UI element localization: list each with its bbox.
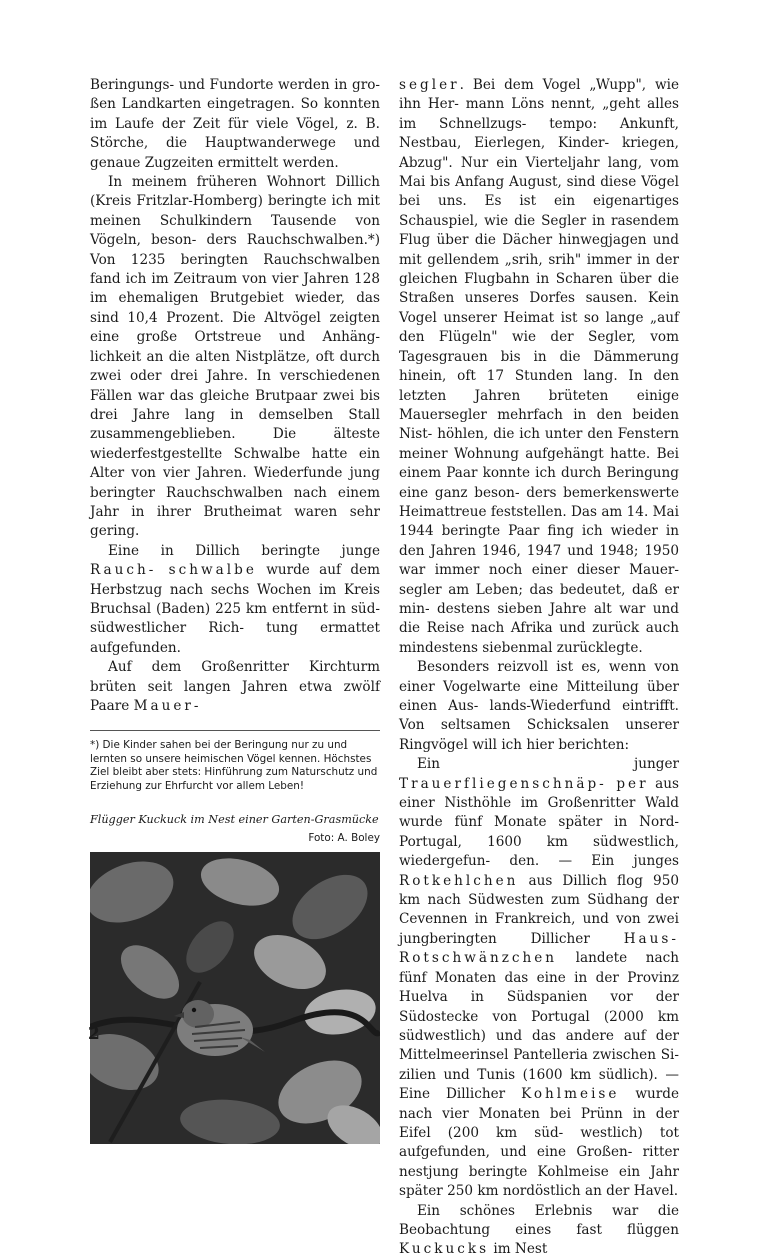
text-run: Eine in Dillich beringte junge bbox=[108, 542, 380, 559]
paragraph bbox=[399, 1202, 679, 1260]
spaced-species-name: Kohlmeise bbox=[521, 1086, 620, 1103]
cuckoo-photo bbox=[90, 852, 380, 1144]
text-run: wurde auf dem Herbstzug nach sechs Wochen im Kreis Bruchsal (Baden) 225 km entfernt in süd-südwestlicher Rich- tung ermattet aufgefunden. bbox=[90, 562, 380, 656]
paragraph bbox=[90, 542, 380, 658]
photo-credit: Foto: A. Boley bbox=[308, 832, 380, 845]
text-run: aus Dillich flog 950 km nach Südwesten zum Südhang der Cevennen in Frankreich, und von zwei jungberingten Dillicher bbox=[399, 872, 679, 947]
text-run: landete nach fünf Monaten das eine in der Provinz Huelva in Südspanien vor der Südostecke von Portugal (2000 km südwestlich) und das andere auf der Mittelmeerinsel Pantelleria zwischen Si- zilien und Tunis (1600 km südlich). — Eine Dillicher bbox=[399, 950, 679, 1103]
spaced-species-name: Mauer- bbox=[133, 698, 202, 714]
footnote: *) Die Kinder sahen bei der Beringung nur zu und lernten so unsere heimischen Vögel kennen. Höchstes Ziel bleibt aber stets: Hinführung zum Naturschutz und Erziehung zur Ehrfurcht vor allem Leben! bbox=[90, 730, 380, 793]
spaced-species-name: Kuckucks bbox=[399, 1241, 490, 1258]
text-run: Auf dem Großenritter Kirchturm brüten seit langen Jahren etwa zwölf Paare bbox=[90, 659, 380, 714]
paragraph: Besonders reizvoll ist es, wenn von einer Vogelwarte eine Mitteilung über einen Aus- lands-Wiederfund eintrifft. Von seltsamen Schicksalen unserer Ringvögel will ich hier berichten: bbox=[399, 659, 679, 753]
text-run: aus einer Nisthöhle im Großenritter Wald wurde fünf Monate später in Nord- Portugal, 1600 km südwestlich, wiedergefun- den. — Ein junges bbox=[399, 775, 679, 870]
page-number: 2 bbox=[88, 1024, 100, 1044]
spaced-species-name: Trauerfliegenschnäp- per bbox=[399, 775, 649, 792]
paragraph bbox=[399, 76, 679, 658]
spaced-species-name: Rauch- schwalbe bbox=[90, 562, 257, 579]
paragraph bbox=[90, 658, 380, 716]
right-column bbox=[399, 76, 679, 1260]
spaced-species-name: Rotkehlchen bbox=[399, 872, 519, 889]
text-run: Ein schönes Erlebnis war die Beobachtung eines fast flüggen bbox=[399, 1202, 679, 1238]
left-column bbox=[90, 76, 380, 1144]
text-run: wurde nach vier Monaten bei Prünn in der Eifel (200 km süd- westlich) tot aufgefunden, und eine Großen- ritter nestjung beringte Kohlmeise ein Jahr später 250 km nordöstlich an der Havel. bbox=[399, 1086, 679, 1200]
text-run: im Nest bbox=[489, 1241, 548, 1258]
text-run: Ein junger bbox=[417, 756, 679, 773]
paragraph bbox=[399, 755, 679, 1201]
paragraph: In meinem früheren Wohnort Dillich (Kreis Fritzlar-Homberg) beringte ich mit meinen Schulkindern Tausende von Vögeln, beson- ders Rauchschwalben.*) Von 1235 beringten Rauchschwalben fand ich im Zeitraum von vier Jahren 128 im ehemaligen Brutgebiet wieder, das sind 10,4 Prozent. Die Altvögel zeigten eine große Ortstreue und Anhäng- lichkeit an die alten Nistplätze, oft durch zwei oder drei Jahre. In verschiedenen Fällen war das gleiche Brutpaar zwei bis drei Jahre lang in demselben Stall zusammengeblieben. Die älteste wiederfestgestellte Schwalbe hatte ein Alter von vier Jahren. Wiederfunde jung beringter Rauchschwalben nach einem Jahr in ihrer Brutheimat waren sehr gering. bbox=[90, 174, 380, 540]
paragraph: Beringungs- und Fundorte werden in gro- ßen Landkarten eingetragen. So konnten im Laufe der Zeit für viele Vögel, z. B. Störche, die Hauptwanderwege und genaue Zugzeiten ermittelt werden. bbox=[90, 77, 380, 171]
spaced-species-name: segler bbox=[399, 77, 460, 93]
spaced-species-name: Haus- Rotschwänzchen bbox=[399, 930, 679, 967]
photo-caption: Flügger Kuckuck im Nest einer Garten-Grasmücke bbox=[90, 813, 379, 827]
text-run: . Bei dem Vogel „Wupp", wie ihn Her- mann Löns nennt, „geht alles im Schnellzugs- tempo: Ankunft, Nestbau, Eierlegen, Kinder- kriegen, Abzug". Nur ein Vierteljahr lang, vom Mai bis Anfang August, sind diese Vögel bei uns. Es ist ein eigenartiges Schauspiel, wie die Segler in rasendem Flug über die Dächer hinwegjagen und mit gellendem „srih, srih" immer in der gleichen Flugbahn in Scharen über die Straßen unseres Dorfes sausen. Kein Vogel unserer Heimat ist so lange „auf den Flügeln" wie der Segler, vom Tagesgrauen bis in die Dämmerung hinein, oft 17 Stunden lang. In den letzten Jahren brüteten einige Mauersegler mehrfach in den beiden Nist- höhlen, die ich unter den Fenstern meiner Wohnung aufgehängt hatte. Bei einem Paar konnte ich durch Beringung eine ganz beson- ders bemerkenswerte Heimattreue feststellen. Das am 14. Mai 1944 beringte Paar fing ich wieder in den Jahren 1946, 1947 und 1948; 1950 war immer noch einer dieser Mauer- segler am Leben; das bedeutet, daß er min- destens sieben Jahre alt war und die Reise nach Afrika und zurück auch mindestens siebenmal zurücklegte. bbox=[399, 77, 679, 656]
cuckoo-photo-image bbox=[90, 852, 380, 1144]
